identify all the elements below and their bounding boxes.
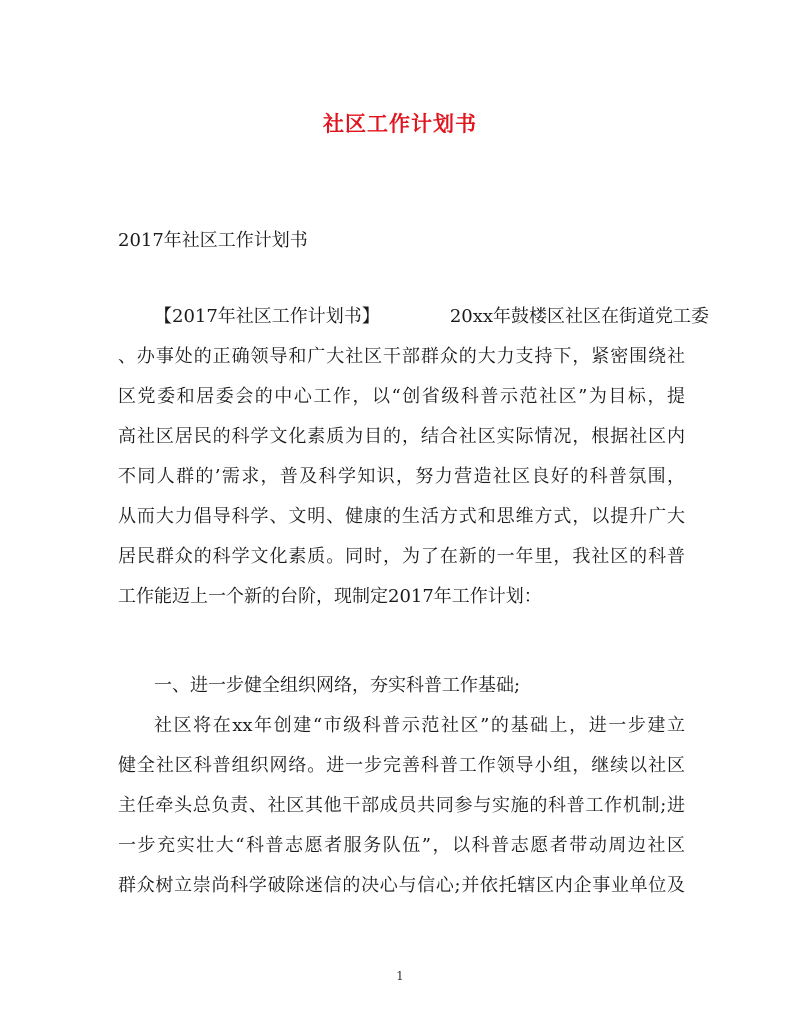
intro-first-line [118,297,710,337]
intro-line: 高社区居民的科学文化素质为目的，结合社区实际情况，根据社区内 [118,426,685,447]
intro-line: 工作能迈上一个新的台阶，现制定2017年工作计划： [118,586,542,607]
section1-line: 主任牵头总负责、社区其他干部成员共同参与实施的科普工作机制;进 [118,795,685,816]
intro-line: 、办事处的正确领导和广大社区干部群众的大力支持下，紧密围绕社 [118,346,685,367]
section1-heading: 一、进一步健全组织网络，夯实科普工作基础; [154,675,521,696]
section1-line: 健全社区科普组织网络。进一步完善科普工作领导小组，继续以社区 [118,755,685,776]
document-subtitle: 2017年社区工作计划书 [118,230,308,251]
section1-line: 群众树立崇尚科学破除迷信的决心与信心;并依托辖区内企事业单位及 [118,875,685,896]
section1-line: 社区将在xx年创建“市级科普示范社区”的基础上，进一步建立 [154,715,685,736]
section1-line: 一步充实壮大“科普志愿者服务队伍”，以科普志愿者带动周边社区 [118,835,685,856]
intro-line: 从而大力倡导科学、文明、健康的生活方式和思维方式，以提升广大 [118,506,685,527]
page-number: 1 [396,969,404,983]
intro-lead-cont: 20xx年鼓楼区社区在街道党工委 [449,306,710,327]
intro-line: 不同人群的’需求，普及科学知识，努力营造社区良好的科普氛围， [118,466,685,487]
intro-lead: 【2017年社区工作计划书】 [154,306,380,327]
document-title: 社区工作计划书 [323,111,477,136]
intro-line: 区党委和居委会的中心工作，以“创省级科普示范社区”为目标，提 [118,386,685,407]
intro-paragraph [118,297,710,617]
intro-line: 居民群众的科学文化素质。同时，为了在新的一年里，我社区的科普 [118,546,685,567]
section1 [118,666,685,906]
